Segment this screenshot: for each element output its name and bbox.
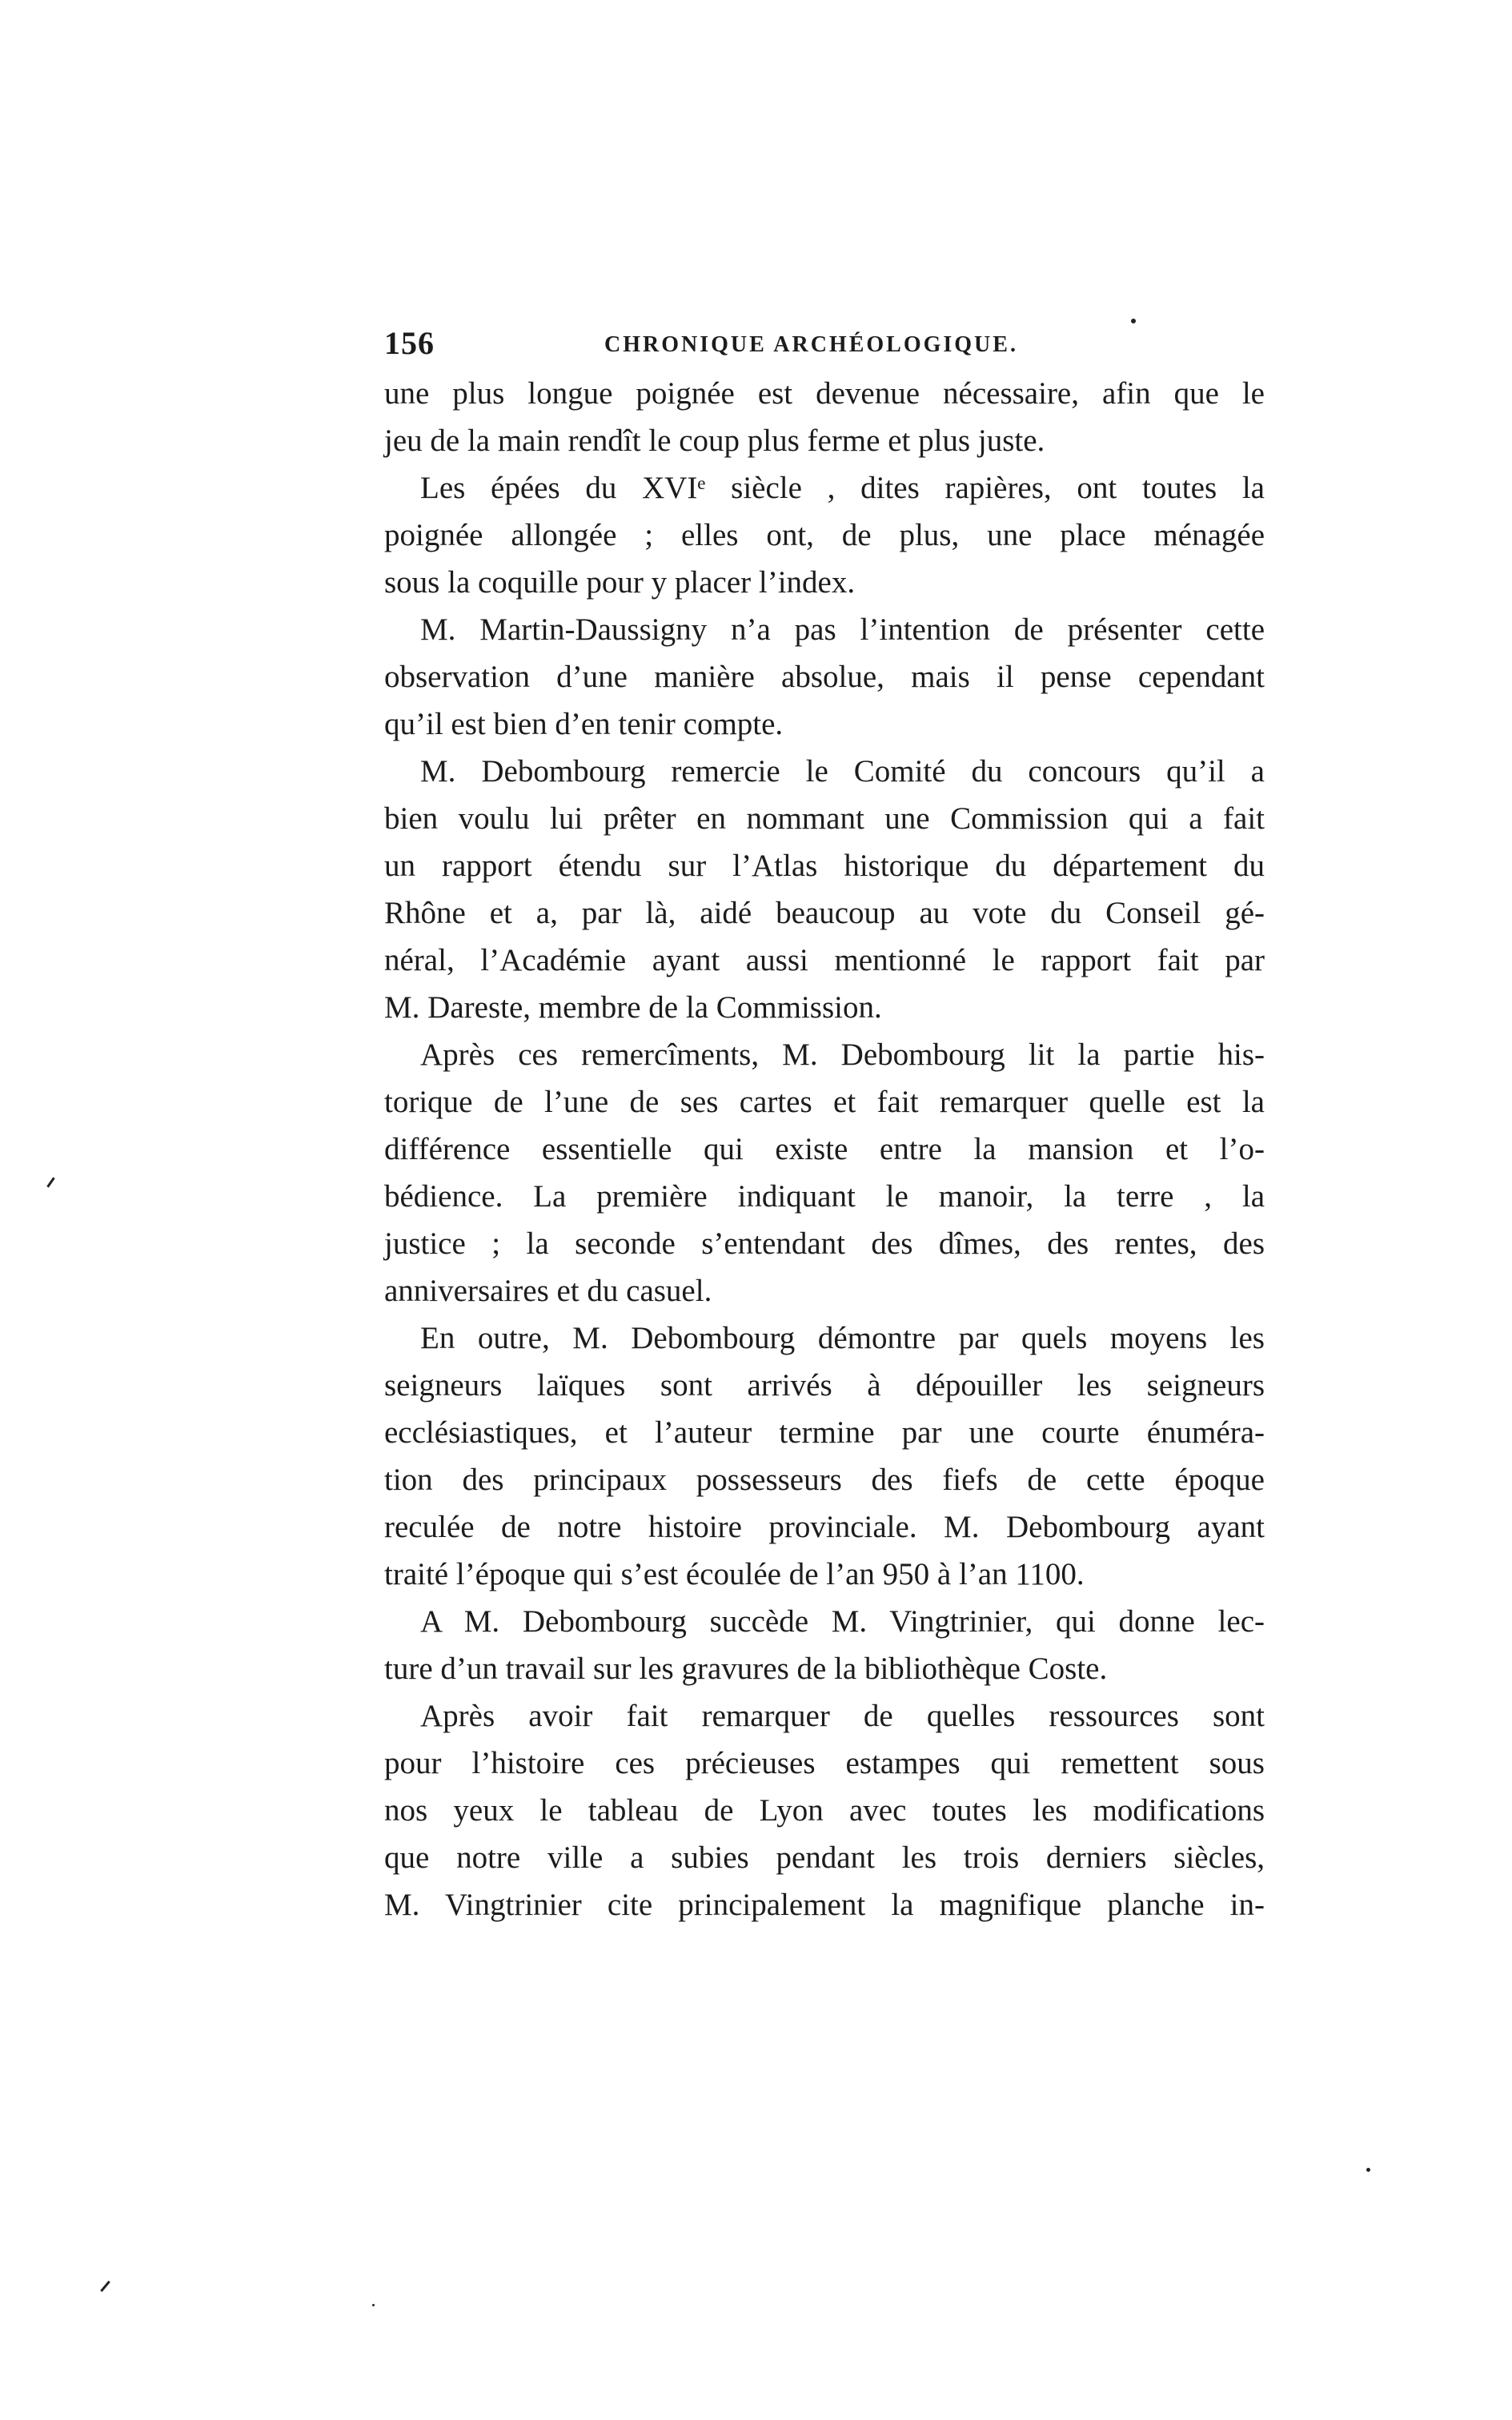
text-line: M. Martin-Daussigny n’a pas l’intention de présenter cette (420, 612, 1265, 647)
text-line: poignée allongée ; elles ont, de plus, une place ménagée (384, 518, 1265, 552)
text-line: pour l’histoire ces précieuses estampes qui remettent sous (384, 1746, 1265, 1780)
text-line: un rapport étendu sur l’Atlas historique du département du (384, 849, 1265, 883)
text-line: Les épées du XVIᵉ siècle , dites rapières, ont toutes la (420, 471, 1265, 505)
text-line: En outre, M. Debombourg démontre par quels moyens les (420, 1321, 1265, 1355)
text-line: M. Vingtrinier cite principalement la magnifique planche in- (384, 1888, 1265, 1922)
text-line: justice ; la seconde s’entendant des dîmes, des rentes, des (384, 1226, 1265, 1261)
text-line: M. Debombourg remercie le Comité du concours qu’il a (420, 754, 1265, 789)
text-line: Rhône et a, par là, aidé beaucoup au vote du Conseil gé- (384, 896, 1265, 930)
text-line: reculée de notre histoire provinciale. M. Debombourg ayant (384, 1510, 1265, 1544)
text-line: traité l’époque qui s’est écoulée de l’an 950 à l’an 1100. (384, 1557, 1085, 1591)
scan-speck (46, 1177, 54, 1187)
text-line: M. Dareste, membre de la Commission. (384, 990, 882, 1025)
text-line: observation d’une manière absolue, mais il pense cependant (384, 660, 1265, 694)
body-text (384, 370, 1265, 1928)
text-line: ture d’un travail sur les gravures de la bibliothèque Coste. (384, 1651, 1108, 1686)
text-line: différence essentielle qui existe entre la mansion et l’o- (384, 1132, 1265, 1166)
text-line: Après avoir fait remarquer de quelles ressources sont (420, 1699, 1265, 1733)
text-line: seigneurs laïques sont arrivés à dépouiller les seigneurs (384, 1368, 1265, 1403)
text-line: bédience. La première indiquant le manoir, la terre , la (384, 1179, 1265, 1214)
scan-speck (1131, 319, 1136, 323)
text-line: néral, l’Académie ayant aussi mentionné le rapport fait par (384, 943, 1265, 977)
running-head (384, 324, 1273, 364)
text-line: Après ces remercîments, M. Debombourg lit la partie his- (420, 1037, 1265, 1072)
text-line: torique de l’une de ses cartes et fait remarquer quelle est la (384, 1085, 1265, 1119)
text-line: tion des principaux possesseurs des fiefs de cette époque (384, 1463, 1265, 1497)
text-line: que notre ville a subies pendant les trois derniers siècles, (384, 1840, 1265, 1875)
text-line: une plus longue poignée est devenue nécessaire, afin que le (384, 376, 1265, 411)
text-line: jeu de la main rendît le coup plus ferme et plus juste. (384, 423, 1045, 458)
text-line: bien voulu lui prêter en nommant une Commission qui a fait (384, 801, 1265, 836)
running-title: CHRONIQUE ARCHÉOLOGIQUE. (604, 332, 1018, 357)
page-number: 156 (384, 325, 435, 361)
text-line: sous la coquille pour y placer l’index. (384, 565, 856, 600)
text-line: ecclésiastiques, et l’auteur termine par une courte énuméra- (384, 1415, 1265, 1450)
text-line: anniversaires et du casuel. (384, 1274, 712, 1308)
text-line: nos yeux le tableau de Lyon avec toutes les modifications (384, 1793, 1265, 1828)
scan-speck (1366, 2168, 1370, 2172)
scan-speck (372, 2304, 375, 2306)
text-line: A M. Debombourg succède M. Vingtrinier, qui donne lec- (420, 1604, 1265, 1639)
text-line: qu’il est bien d’en tenir compte. (384, 707, 784, 741)
scan-speck (100, 2281, 110, 2292)
